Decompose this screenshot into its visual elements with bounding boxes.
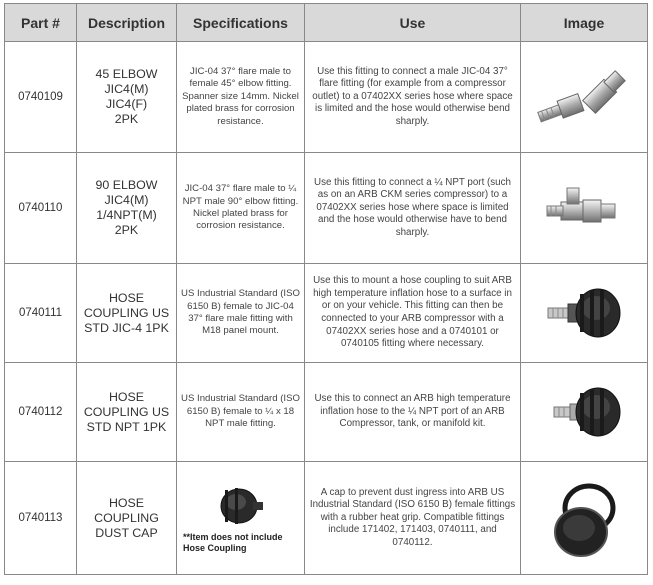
45-degree-elbow-fitting-icon: [529, 62, 639, 132]
description-line: COUPLING: [94, 510, 159, 525]
header-row: [5, 4, 648, 42]
description-cell: [77, 462, 177, 575]
specifications-cell: JIC-04 37° flare male to ¼ NPT male 90° elbow fitting. Nickel plated brass for corrosion resistance.: [177, 153, 305, 264]
description-line: 2PK: [114, 112, 139, 126]
description-line: STD NPT 1PK: [86, 419, 167, 434]
header-specifications: Specifications: [177, 4, 305, 42]
description-line: COUPLING US: [83, 404, 170, 419]
description-cell: [77, 264, 177, 363]
use-cell: Use this fitting to connect a ¼ NPT port (such as on an ARB CKM series compressor) to a 07402XX series hose where space is limited and the hose would otherwise have to bend sharply.: [305, 153, 521, 264]
table-row: [5, 462, 648, 575]
description-cell: [77, 42, 177, 153]
description-line: 90 ELBOW: [95, 178, 158, 192]
description-line: HOSE: [108, 290, 145, 305]
table-row: [5, 42, 648, 153]
description-line: HOSE: [108, 389, 145, 404]
dust-cap-icon: [539, 476, 629, 560]
table-row: [5, 153, 648, 264]
hose-coupling-jic-icon: [534, 278, 634, 348]
specifications-cell: US Industrial Standard (ISO 6150 B) female to ¼ x 18 NPT male fitting.: [177, 363, 305, 462]
table-row: [5, 363, 648, 462]
image-cell: [521, 462, 648, 575]
parts-table: [4, 3, 648, 575]
description-line: JIC4(M): [104, 193, 149, 207]
90-degree-elbow-fitting-icon: [539, 178, 629, 238]
header-part: Part #: [5, 4, 77, 42]
specifications-cell: US Industrial Standard (ISO 6150 B) female to JIC-04 37° flare male fitting with M18 panel mount.: [177, 264, 305, 363]
description-line: COUPLING US: [83, 305, 170, 320]
header-image: Image: [521, 4, 648, 42]
description-cell: [77, 153, 177, 264]
part-number: 0740113: [5, 462, 77, 575]
description-line: 1/4NPT(M): [96, 208, 157, 222]
description-line: HOSE: [108, 495, 145, 510]
description-line: 2PK: [114, 223, 139, 237]
specifications-cell: [177, 462, 305, 575]
table-row: [5, 264, 648, 363]
header-use: Use: [305, 4, 521, 42]
part-number: 0740110: [5, 153, 77, 264]
image-cell: [521, 264, 648, 363]
image-cell: [521, 153, 648, 264]
use-cell: Use this fitting to connect a male JIC-04 37° flare fitting (for example from a compressor outlet) to a 07402XX series hose where space is limited and the hose would otherwise bend sharply.: [305, 42, 521, 153]
part-number: 0740111: [5, 264, 77, 363]
description-line: DUST CAP: [95, 525, 158, 540]
part-number: 0740112: [5, 363, 77, 462]
header-description: Description: [77, 4, 177, 42]
parts-table-container: [4, 3, 648, 575]
use-cell: A cap to prevent dust ingress into ARB US Industrial Standard (ISO 6150 B) female fittings with a rubber heat grip. Compatible fittings include 171402, 171403, 0740111, and 0740112.: [305, 462, 521, 575]
image-cell: [521, 42, 648, 153]
description-line: JIC4(F): [105, 97, 148, 111]
part-number: 0740109: [5, 42, 77, 153]
use-cell: Use this to connect an ARB high temperature inflation hose to the ¼ NPT port of an ARB Compressor, tank, or manifold kit.: [305, 363, 521, 462]
specifications-cell: JIC-04 37° flare male to female 45° elbow fitting. Spanner size 14mm. Nickel plated brass for corrosion resistance.: [177, 42, 305, 153]
dust-cap-small-icon: [211, 482, 271, 526]
description-line: STD JIC-4 1PK: [84, 320, 169, 335]
use-cell: Use this to mount a hose coupling to suit ARB high temperature inflation hose to a surface in or on your vehicle. This fitting can then be connected to your ARB compressor with a 07402XX series hose and a 0740101 or 0740105 fitting where necessary.: [305, 264, 521, 363]
description-cell: [77, 363, 177, 462]
hose-coupling-npt-icon: [534, 377, 634, 447]
spec-note: **Item does not include Hose Coupling: [183, 532, 283, 553]
description-line: JIC4(M): [104, 82, 149, 96]
description-line: 45 ELBOW: [95, 67, 158, 81]
image-cell: [521, 363, 648, 462]
